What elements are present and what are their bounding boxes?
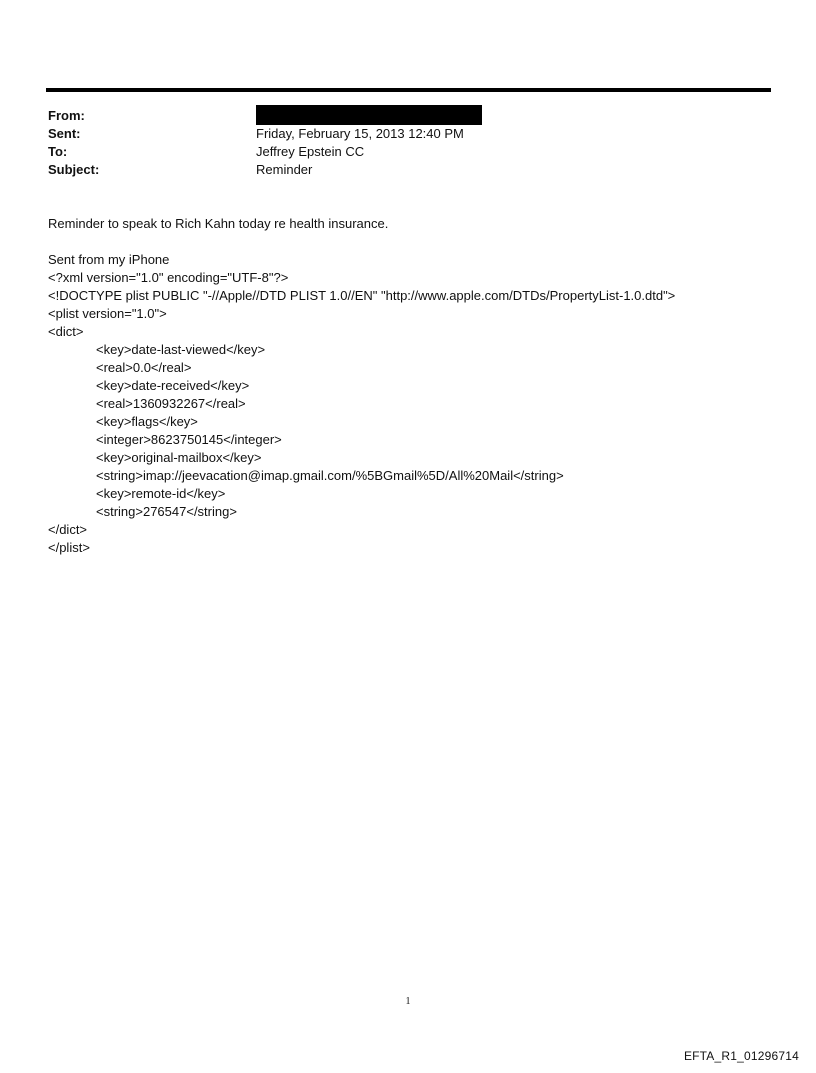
- doctype-line: <!DOCTYPE plist PUBLIC "-//Apple//DTD PLIST 1.0//EN" "http://www.apple.com/DTDs/PropertyList-1.0.dtd">: [48, 288, 676, 303]
- blank-line: [48, 233, 675, 251]
- document-id: EFTA_R1_01296714: [683, 1049, 799, 1063]
- to-value: Jeffrey Epstein CC: [256, 144, 365, 159]
- email-body: [48, 215, 675, 557]
- dict-entry-line: <string>imap://jeevacation@imap.gmail.com/%5BGmail%5D/All%20Mail</string>: [96, 468, 564, 483]
- dict-entry-line: <real>0.0</real>: [96, 360, 192, 375]
- to-row: [48, 143, 482, 161]
- xml-declaration: <?xml version="1.0" encoding="UTF-8"?>: [48, 270, 289, 285]
- dict-entry-line: <key>remote-id</key>: [96, 486, 226, 501]
- dict-entry-line: <key>flags</key>: [96, 414, 198, 429]
- dict-entry-line: <key>date-received</key>: [96, 378, 250, 393]
- dict-entry-line: <real>1360932267</real>: [96, 396, 246, 411]
- sent-row: [48, 125, 482, 143]
- page-number: 1: [405, 996, 411, 1007]
- dict-entry-line: <string>276547</string>: [96, 504, 237, 519]
- from-value-redacted: [256, 107, 482, 126]
- signature-text: Sent from my iPhone: [48, 252, 170, 267]
- subject-value: Reminder: [256, 162, 313, 177]
- subject-row: [48, 161, 482, 179]
- message-text: Reminder to speak to Rich Kahn today re health insurance.: [48, 216, 389, 231]
- dict-open-line: <dict>: [48, 324, 84, 339]
- from-row: [48, 107, 482, 125]
- dict-close-line: </dict>: [48, 522, 88, 537]
- redaction-box: [256, 105, 482, 125]
- to-label: To:: [48, 144, 68, 159]
- plist-close-line: </plist>: [48, 540, 90, 555]
- subject-label: Subject:: [48, 162, 100, 177]
- sent-value: Friday, February 15, 2013 12:40 PM: [256, 126, 464, 141]
- header-divider: [46, 88, 771, 92]
- dict-entry-line: <integer>8623750145</integer>: [96, 432, 282, 447]
- from-label: From:: [48, 108, 85, 123]
- email-header: [48, 107, 482, 179]
- plist-open-line: <plist version="1.0">: [48, 306, 167, 321]
- dict-entry-line: <key>date-last-viewed</key>: [96, 342, 266, 357]
- dict-entry-line: <key>original-mailbox</key>: [96, 450, 262, 465]
- sent-label: Sent:: [48, 126, 81, 141]
